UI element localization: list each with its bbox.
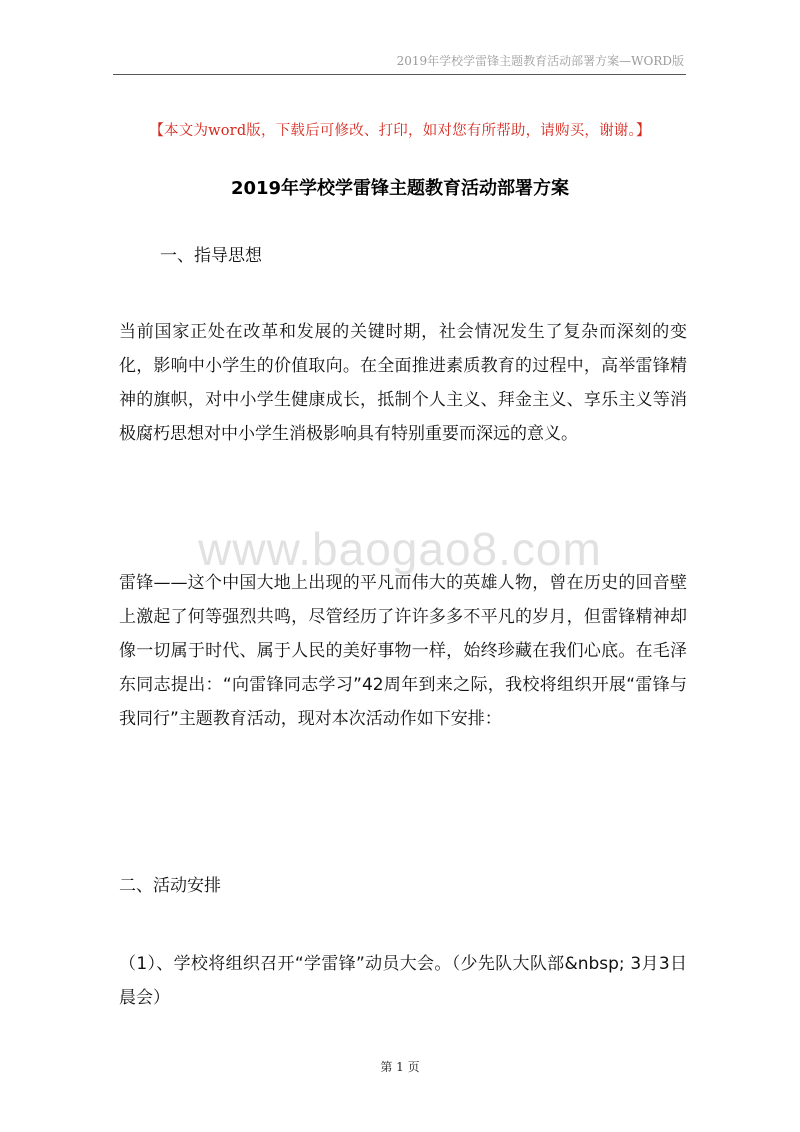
watermark: www.baogao8.com bbox=[198, 523, 602, 575]
paragraph-context: 当前国家正处在改革和发展的关键时期，社会情况发生了复杂而深刻的变化，影响中小学生的价值取向。在全面推进素质教育的过程中，高举雷锋精神的旗帜，对中小学生健康成长，抵制个人主义、拜金主义、享乐主义等消极腐朽思想对中小学生消极影响具有特别重要而深远的意义。 bbox=[119, 322, 687, 444]
section-heading-guiding-thought: 一、指导思想 bbox=[160, 246, 262, 266]
activity-item-1: （1）、学校将组织召开“学雷锋”动员大会。（少先队大队部&nbsp; 3月3日晨会） bbox=[119, 954, 687, 1008]
section-heading-activity-plan: 二、活动安排 bbox=[119, 876, 221, 896]
document-title: 2019年学校学雷锋主题教育活动部署方案 bbox=[230, 178, 570, 199]
purchase-notice: 【本文为word版，下载后可修改、打印，如对您有所帮助，请购买，谢谢。】 bbox=[149, 123, 651, 139]
running-header: 2019年学校学雷锋主题教育活动部署方案—WORD版 bbox=[396, 54, 684, 68]
page-number: 第 1 页 bbox=[380, 1060, 420, 1074]
paragraph-lei-feng: 雷锋——这个中国大地上出现的平凡而伟大的英雄人物，曾在历史的回音壁上激起了何等强烈共鸣，尽管经历了许许多多不平凡的岁月，但雷锋精神却像一切属于时代、属于人民的美好事物一样，始终珍藏在我们心底。在毛泽东同志提出：“向雷锋同志学习”42周年到来之际，我校将组织开展“雷锋与我同行”主题教育活动，现对本次活动作如下安排： bbox=[119, 573, 687, 729]
header-divider bbox=[113, 74, 686, 75]
